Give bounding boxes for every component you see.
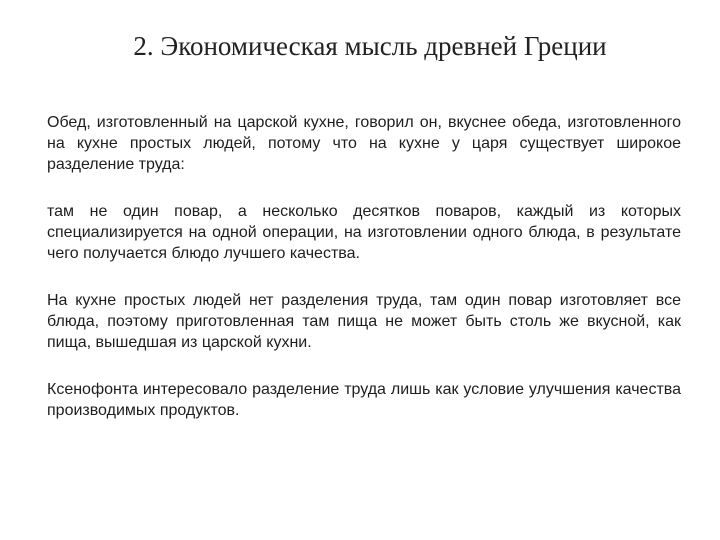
slide-title: 2. Экономическая мысль древней Греции	[133, 31, 607, 61]
slide-body	[47, 112, 681, 421]
paragraph-2: там не один повар, а несколько десятков поваров, каждый из которых специализируется на одной операции, на изготовлении одного блюда, в результате чего получается блюдо лучшего качества.	[47, 203, 681, 262]
paragraph-3: На кухне простых людей нет разделения труда, там один повар изготовляет все блюда, поэтому приготовленная там пища не может быть столь же вкусной, как пища, вышедшая из царской кухни.	[47, 292, 681, 351]
paragraph-4: Ксенофонта интересовало разделение труда лишь как условие улучшения качества производимых продуктов.	[47, 381, 681, 419]
paragraph-1: Обед, изготовленный на царской кухне, говорил он, вкуснее обеда, изготовленного на кухне простых людей, потому что на кухне у царя существует широкое разделение труда:	[47, 114, 681, 173]
